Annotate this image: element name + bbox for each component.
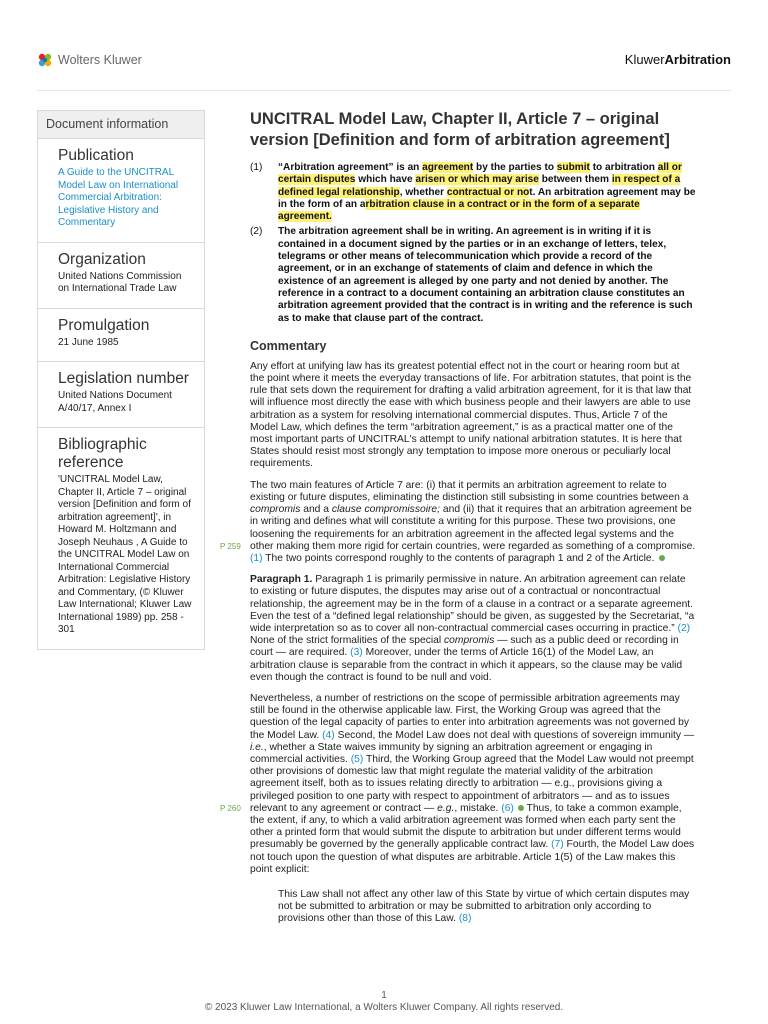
- page-marker: P 259: [220, 541, 241, 551]
- footnote-link[interactable]: (7): [551, 839, 564, 851]
- footnote-link[interactable]: (8): [458, 913, 472, 925]
- highlight: arisen or which may arise: [415, 174, 539, 186]
- bibliographic-reference-title: Bibliographic reference: [58, 436, 147, 471]
- legislation-number-section: [38, 362, 204, 428]
- article-text: [250, 162, 696, 325]
- brand-bold: Arbitration: [664, 52, 731, 67]
- page-break-dot-icon: [659, 555, 665, 561]
- article-paragraph-2: [250, 226, 696, 324]
- footnote-link[interactable]: (4): [322, 729, 335, 741]
- promulgation-value: 21 June 1985: [58, 336, 119, 348]
- footnote-link[interactable]: (5): [350, 753, 364, 765]
- logo-text: Wolters Kluwer: [58, 53, 142, 67]
- promulgation-section: [38, 309, 204, 363]
- highlight: rbitration clause in a contract or in the form of a separate agreement.: [278, 198, 640, 223]
- page-marker: P 260: [220, 803, 241, 813]
- paragraph-label: Paragraph 1.: [250, 574, 313, 586]
- paragraph-text: “Arbitration agreement” is an agreement by the parties to submit to arbitration all or certain disputes which have arisen or which may arise between them in respect of a defined legal relationship, whether contractual or not. An arbitration agreement may be in the form of an arbitration clause in a contract or in the form of a separate agreement.: [278, 162, 696, 223]
- footnote-link[interactable]: (1): [250, 552, 263, 564]
- bibliographic-reference-section: [38, 428, 204, 650]
- promulgation-title: Promulgation: [58, 316, 150, 334]
- paragraph-number: (2): [250, 226, 263, 238]
- document-body: [220, 109, 696, 926]
- commentary-heading: Commentary: [250, 338, 327, 353]
- organization-value: United Nations Commission on International Trade Law: [58, 270, 182, 294]
- wolters-kluwer-logo-icon: [37, 52, 53, 68]
- organization-title: Organization: [58, 250, 146, 268]
- highlight: in respect of a defined legal relationship: [278, 174, 681, 198]
- bibliographic-reference-value: 'UNCITRAL Model Law, Chapter II, Article 7 – original version [Definition and form of arbitration agreement]', in Howard M. Holtzmann and Joseph Neuhaus , A Guide to the UNCITRAL Model Law on International Commercial Arbitration: Legislative History and Commentary, (© Kluwer Law International; Kluwer Law International 1989) pp. 258 - 301: [58, 474, 192, 635]
- copyright-notice: © 2023 Kluwer Law International, a Wolters Kluwer Company. All rights reserved.: [204, 1002, 564, 1013]
- article-paragraph-1: [250, 162, 696, 223]
- publication-title: Publication: [58, 147, 134, 164]
- footnote-link[interactable]: (6): [501, 802, 514, 814]
- paragraph-text: The arbitration agreement shall be in writing. An agreement is in writing if it is contained in a document signed by the parties or in an exchange of letters, telex, telegrams or other means of telecommunication which provide a record of the agreement, or in an exchange of statements of claim and defence in which the existence of an agreement is alleged by one party and not denied by another. The reference in a contract to a document containing an arbitration clause constitutes an arbitration agreement provided that the contract is in writing and the reference is such as to make that clause part of the contract.: [278, 226, 693, 324]
- highlight: agreement: [422, 162, 474, 173]
- paragraph-number: (1): [250, 162, 263, 173]
- document-title: UNCITRAL Model Law, Chapter II, Article 7 – original version [Definition and form of arbitration agreement]: [250, 110, 670, 149]
- footnote-link[interactable]: (2): [677, 622, 691, 634]
- commentary-paragraph: P 260 Nevertheless, a number of restrictions on the scope of permissible arbitration agreements may still be found in the otherwise applicable law. First, the Working Group was agreed that the question of the legal capacity of parties to enter into arbitration agreements was not governed by the Model Law. (4) Second, the Model Law does not deal with questions of sovereign immunity — i.e., whether a State waives immunity by signing an arbitration agreement or engaging in commercial activities. (5) Third, the Working Group agreed that the Model Law would not preempt other provisions of domestic law that might regulate the material validity of the arbitration agreement itself, both as to issues relating directly to arbitration — e.g., provisions giving a privileged position to one party with respect to appointment of arbitrators — and as to issues relevant to any agreement or contract — e.g., mistake. (6) Thus, to take a common example, the extent, if any, to which a valid arbitration agreement was formed when each party sent the other a printed form that would submit the dispute to arbitration but under different terms would presumably be governed by the generally applicable contract law. (7) Fourth, the Model Law does not touch upon the question of what disputes are arbitrable. Article 1(5) of the Law makes this point explicit:: [220, 692, 695, 875]
- document-info-heading: Document information: [38, 111, 204, 139]
- brand-regular: Kluwer: [624, 52, 665, 67]
- commentary-paragraph: Any effort at unifying law has its greatest potential effect not in the court or hearing room but at the point where it meets the everyday transactions of life. For arbitration statutes, that point is the rule that sets down the requirement for drafting a valid arbitration agreement, for it is that law that will influence most directly the ease with which business people and their lawyers are able to use arbitration as a system for resolving international commercial disputes. Thus, Article 7 of the Model Law, which defines the term “arbitration agreement,” is as a practical matter one of the most important parts of UNCITRAL's attempt to unify national arbitration statutes. It is here that States should resist most strongly any temptation to impose more onerous or peculiarly local requirements.: [250, 360, 692, 470]
- publication-section: [38, 139, 204, 243]
- commentary-paragraph: Paragraph 1. Paragraph 1 is primarily permissive in nature. An arbitration agreement can relate to existing or future disputes, the disputes may arise out of a contractual or noncontractual relationship, the agreement may be in the form of a clause in a contract or a separate agreement. Even the test of a “defined legal relationship” should be given, as suggested by the Secretariat, “a wide interpretation so as to cover all non-contractual commercial cases occurring in practice.” (2) None of the strict formalities of the special compromis — such as a public deed or recording in court — are required. (3) Moreover, under the terms of Article 16(1) of the Model Law, an arbitration clause is separable from the contract in which it appears, so the clause may be valid even though the contract is found to be null and void.: [250, 574, 695, 683]
- commentary-paragraph: P 259 The two main features of Article 7 are: (i) that it permits an arbitration agreement to relate to existing or future disputes, eliminating the distinction still subsisting in some countries between a compromis and a clause compromissoire; and (ii) that it requires that an arbitration agreement be in writing and defines what will constitute a writing for this purpose. These two provisions, one loosening the requirements for an arbitration agreement in the affected legal systems and the other making them more rigid for certain countries, were regarded as something of a compromise. (1) The two points correspond roughly to the contents of paragraph 1 and 2 of the Article.: [220, 479, 696, 564]
- organization-section: [38, 243, 204, 309]
- kluwer-arbitration-brand[interactable]: [625, 52, 731, 67]
- highlight: all or certain disputes: [278, 162, 682, 186]
- highlight: submit: [556, 162, 590, 173]
- legislation-number-title: Legislation number: [58, 370, 189, 387]
- legislation-number-value: United Nations Document A/40/17, Annex I: [58, 390, 172, 414]
- document-info-panel: [37, 110, 205, 650]
- wolters-kluwer-logo[interactable]: [37, 52, 142, 68]
- highlight: contractual or no: [446, 186, 530, 198]
- page-number: 1: [381, 990, 387, 1001]
- publication-link[interactable]: A Guide to the UNCITRAL Model Law on International Commercial Arbitration: Legislative History and Commentary: [58, 167, 179, 228]
- footnote-link[interactable]: (3): [350, 647, 363, 659]
- header: [0, 0, 768, 92]
- header-divider: [37, 90, 731, 91]
- block-quote: This Law shall not affect any other law of this State by virtue of which certain disputes may not be submitted to arbitration or may be submitted to arbitration only according to provisions other than those of this Law. (8): [278, 888, 690, 925]
